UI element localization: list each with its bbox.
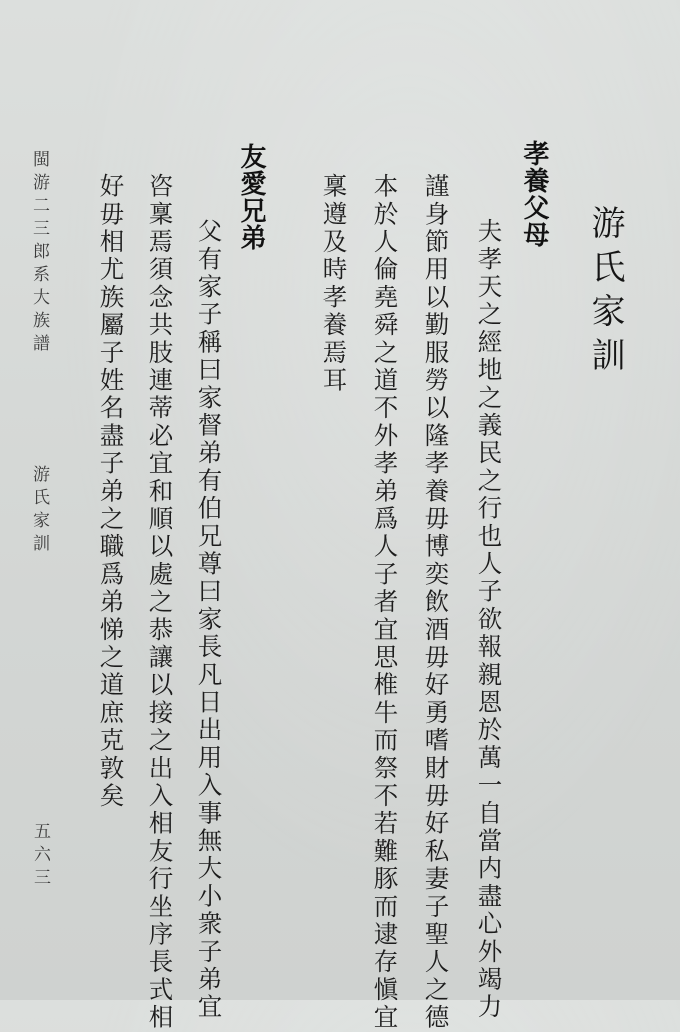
section-heading-brotherly-love: 友愛兄弟 (236, 143, 266, 251)
section-heading-filial-piety: 孝養父母 (519, 140, 549, 248)
section-1-line-3: 本於人倫堯舜之道不外孝弟爲人子者宜思椎牛而祭不若難豚而逮存愼宜 (370, 173, 400, 1032)
margin-book-title: 閩游二三郎系大族譜 (29, 150, 49, 357)
section-1-line-1: 夫孝天之經地之義民之行也人子欲報親恩於萬一自當内盡心外竭力 (474, 218, 504, 1022)
document-title: 游氏家訓 (585, 205, 625, 381)
page-number: 五六三 (30, 822, 50, 891)
section-2-line-1: 父有家子稱曰家督弟有伯兄尊曰家長凡日出用入事無大小衆子弟宜 (194, 218, 224, 1022)
section-1-line-4: 稟遵及時孝養焉耳 (319, 173, 349, 395)
section-2-line-2: 咨稟焉須念共肢連蒂必宜和順以處之恭讓以接之出入相友行坐序長式相 (145, 173, 175, 1032)
margin-section-name: 游氏家訓 (29, 465, 49, 557)
section-2-line-3: 好毋相尤族屬子姓名盡子弟之職爲弟悌之道庶克敦矣 (96, 173, 126, 811)
section-1-line-2: 謹身節用以勤服勞以隆孝養毋博奕飲酒毋好勇嗜財毋好私妻子聖人之德 (421, 173, 451, 1032)
